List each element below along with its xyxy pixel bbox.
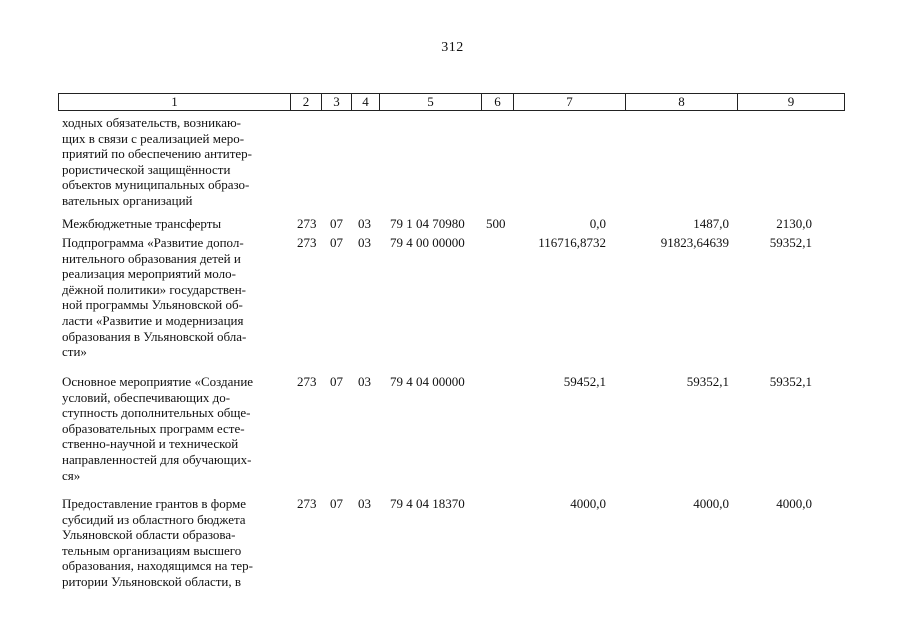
cell-amount-col7: 4000,0 [570, 496, 606, 511]
cell-amount-col9: 59352,1 [769, 374, 812, 389]
row-description: Основное мероприятие «Создание условий, обеспечивающих до- ступность дополнительных обще- образовательных программ есте- ственно-научной и технической направленностей для обучающих- ся» [62, 374, 254, 483]
cell-amount-col8: 1487,0 [693, 216, 729, 231]
cell-section: 07 [330, 235, 343, 250]
header-col-6: 6 [482, 94, 514, 110]
cell-target-article: 79 4 04 18370 [390, 496, 465, 511]
cell-amount-col8: 59352,1 [686, 374, 729, 389]
cell-expense-type: 500 [486, 216, 506, 231]
cell-subsection: 03 [358, 496, 371, 511]
row-description: ходных обязательств, возникаю- щих в связи с реализацией меро- приятий по обеспечению антитер- рористической защищённости объектов муниципальных образо- вательных организаций [62, 115, 252, 208]
cell-amount-col9: 59352,1 [769, 235, 812, 250]
cell-admin-code: 273 [297, 374, 317, 389]
cell-amount-col7: 59452,1 [563, 374, 606, 389]
header-col-1: 1 [59, 94, 291, 110]
header-col-3: 3 [322, 94, 352, 110]
cell-admin-code: 273 [297, 216, 317, 231]
page-number: 312 [441, 40, 464, 55]
cell-admin-code: 273 [297, 496, 317, 511]
cell-target-article: 79 4 04 00000 [390, 374, 465, 389]
cell-subsection: 03 [358, 235, 371, 250]
cell-amount-col9: 2130,0 [776, 216, 812, 231]
header-col-4: 4 [352, 94, 380, 110]
cell-target-article: 79 1 04 70980 [390, 216, 465, 231]
cell-subsection: 03 [358, 374, 371, 389]
cell-section: 07 [330, 496, 343, 511]
header-col-8: 8 [626, 94, 738, 110]
row-description: Подпрограмма «Развитие допол- нительного образования детей и реализация мероприятий моло- дёжной политики» государствен- ной программы Ульяновской об- ласти «Развитие и модернизация образования в Ульяновской обла- сти» [62, 235, 247, 360]
row-description: Предоставление грантов в форме субсидий из областного бюджета Ульяновской области образова- тельным организациям высшего образования, находящимся на тер- ритории Ульяновской области, в [62, 496, 253, 589]
cell-subsection: 03 [358, 216, 371, 231]
row-description: Межбюджетные трансферты [62, 216, 222, 231]
cell-amount-col8: 4000,0 [693, 496, 729, 511]
cell-section: 07 [330, 216, 343, 231]
cell-admin-code: 273 [297, 235, 317, 250]
cell-target-article: 79 4 00 00000 [390, 235, 465, 250]
table-header [58, 93, 845, 111]
header-col-2: 2 [291, 94, 322, 110]
cell-section: 07 [330, 374, 343, 389]
header-col-7: 7 [514, 94, 626, 110]
header-col-9: 9 [787, 94, 795, 109]
cell-amount-col9: 4000,0 [776, 496, 812, 511]
cell-amount-col8: 91823,64639 [660, 235, 729, 250]
cell-amount-col7: 0,0 [589, 216, 606, 231]
cell-amount-col7: 116716,8732 [538, 235, 606, 250]
header-col-5: 5 [380, 94, 482, 110]
